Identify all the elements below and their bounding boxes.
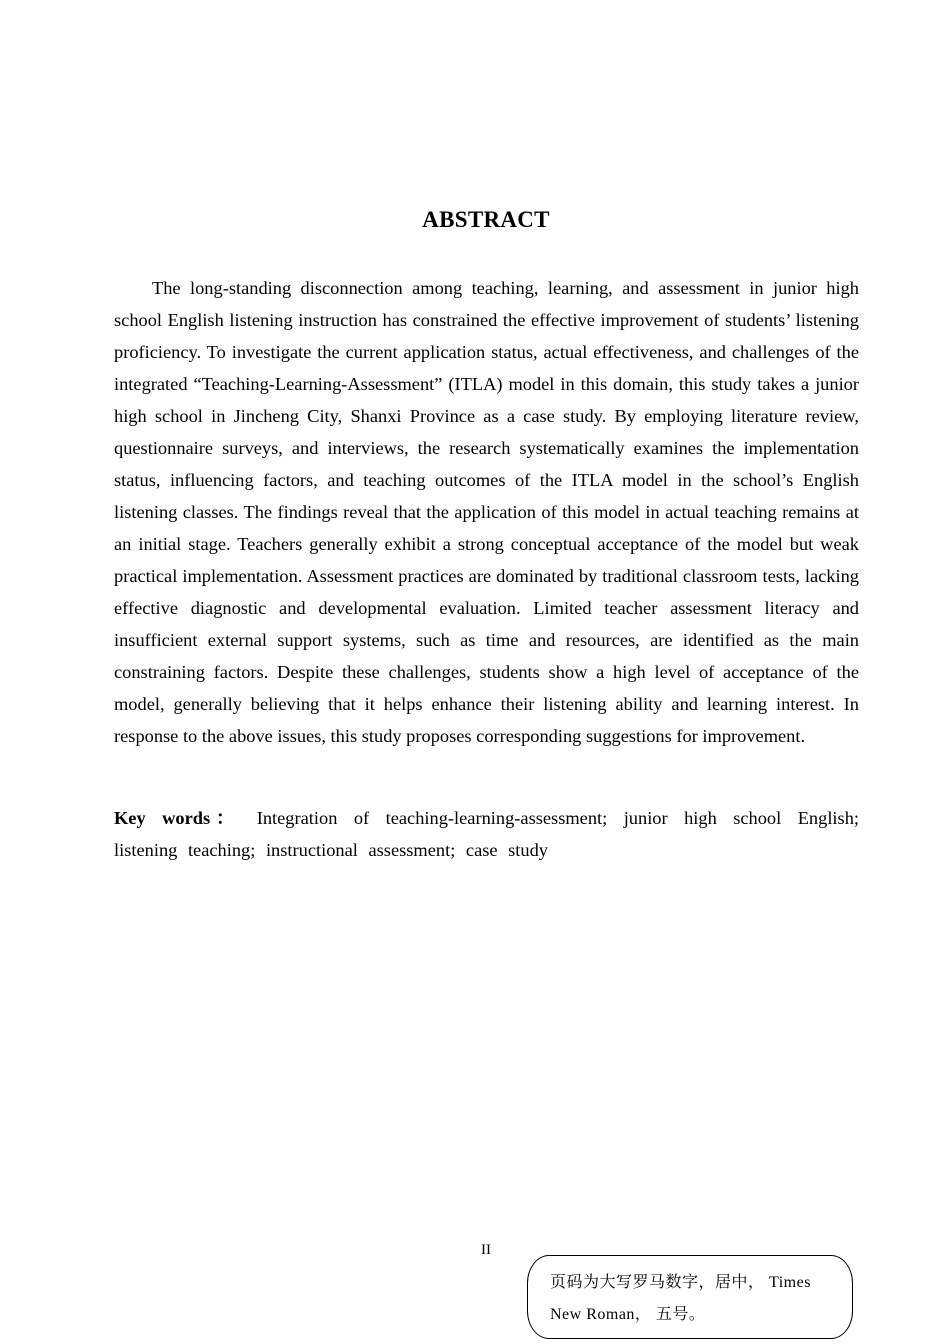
annotation-callout [527, 1255, 853, 1339]
callout-text: 页码为大写罗马数字，居中， Times New Roman， 五号。 [550, 1274, 811, 1323]
keywords-paragraph [114, 802, 859, 866]
keywords-text: Integration of teaching-learning-assessment; junior high school English; listening teaching; instructional assessment; case study [114, 808, 859, 860]
abstract-body: The long-standing disconnection among teaching, learning, and assessment in junior high school English listening instruction has constrained the effective improvement of students’ listening proficiency. To investigate the current application status, actual effectiveness, and challenges of the integrated “Teaching-Learning-Assessment” (ITLA) model in this domain, this study takes a junior high school in Jincheng City, Shanxi Province as a case study. By employing literature review, questionnaire surveys, and interviews, the research systematically examines the implementation status, influencing factors, and teaching outcomes of the ITLA model in the school’s English listening classes. The findings reveal that the application of this model in actual teaching remains at an initial stage. Teachers generally exhibit a strong conceptual acceptance of the model but weak practical implementation. Assessment practices are dominated by traditional classroom tests, lacking effective diagnostic and developmental evaluation. Limited teacher assessment literacy and insufficient external support systems, such as time and resources, are identified as the main constraining factors. Despite these challenges, students show a high level of acceptance of the model, generally believing that it helps enhance their listening ability and learning interest. In response to the above issues, this study proposes corresponding suggestions for improvement. [114, 278, 859, 746]
page-number: II [481, 1242, 491, 1258]
keywords-label: Key words： [114, 808, 241, 828]
abstract-title: ABSTRACT [422, 207, 550, 232]
